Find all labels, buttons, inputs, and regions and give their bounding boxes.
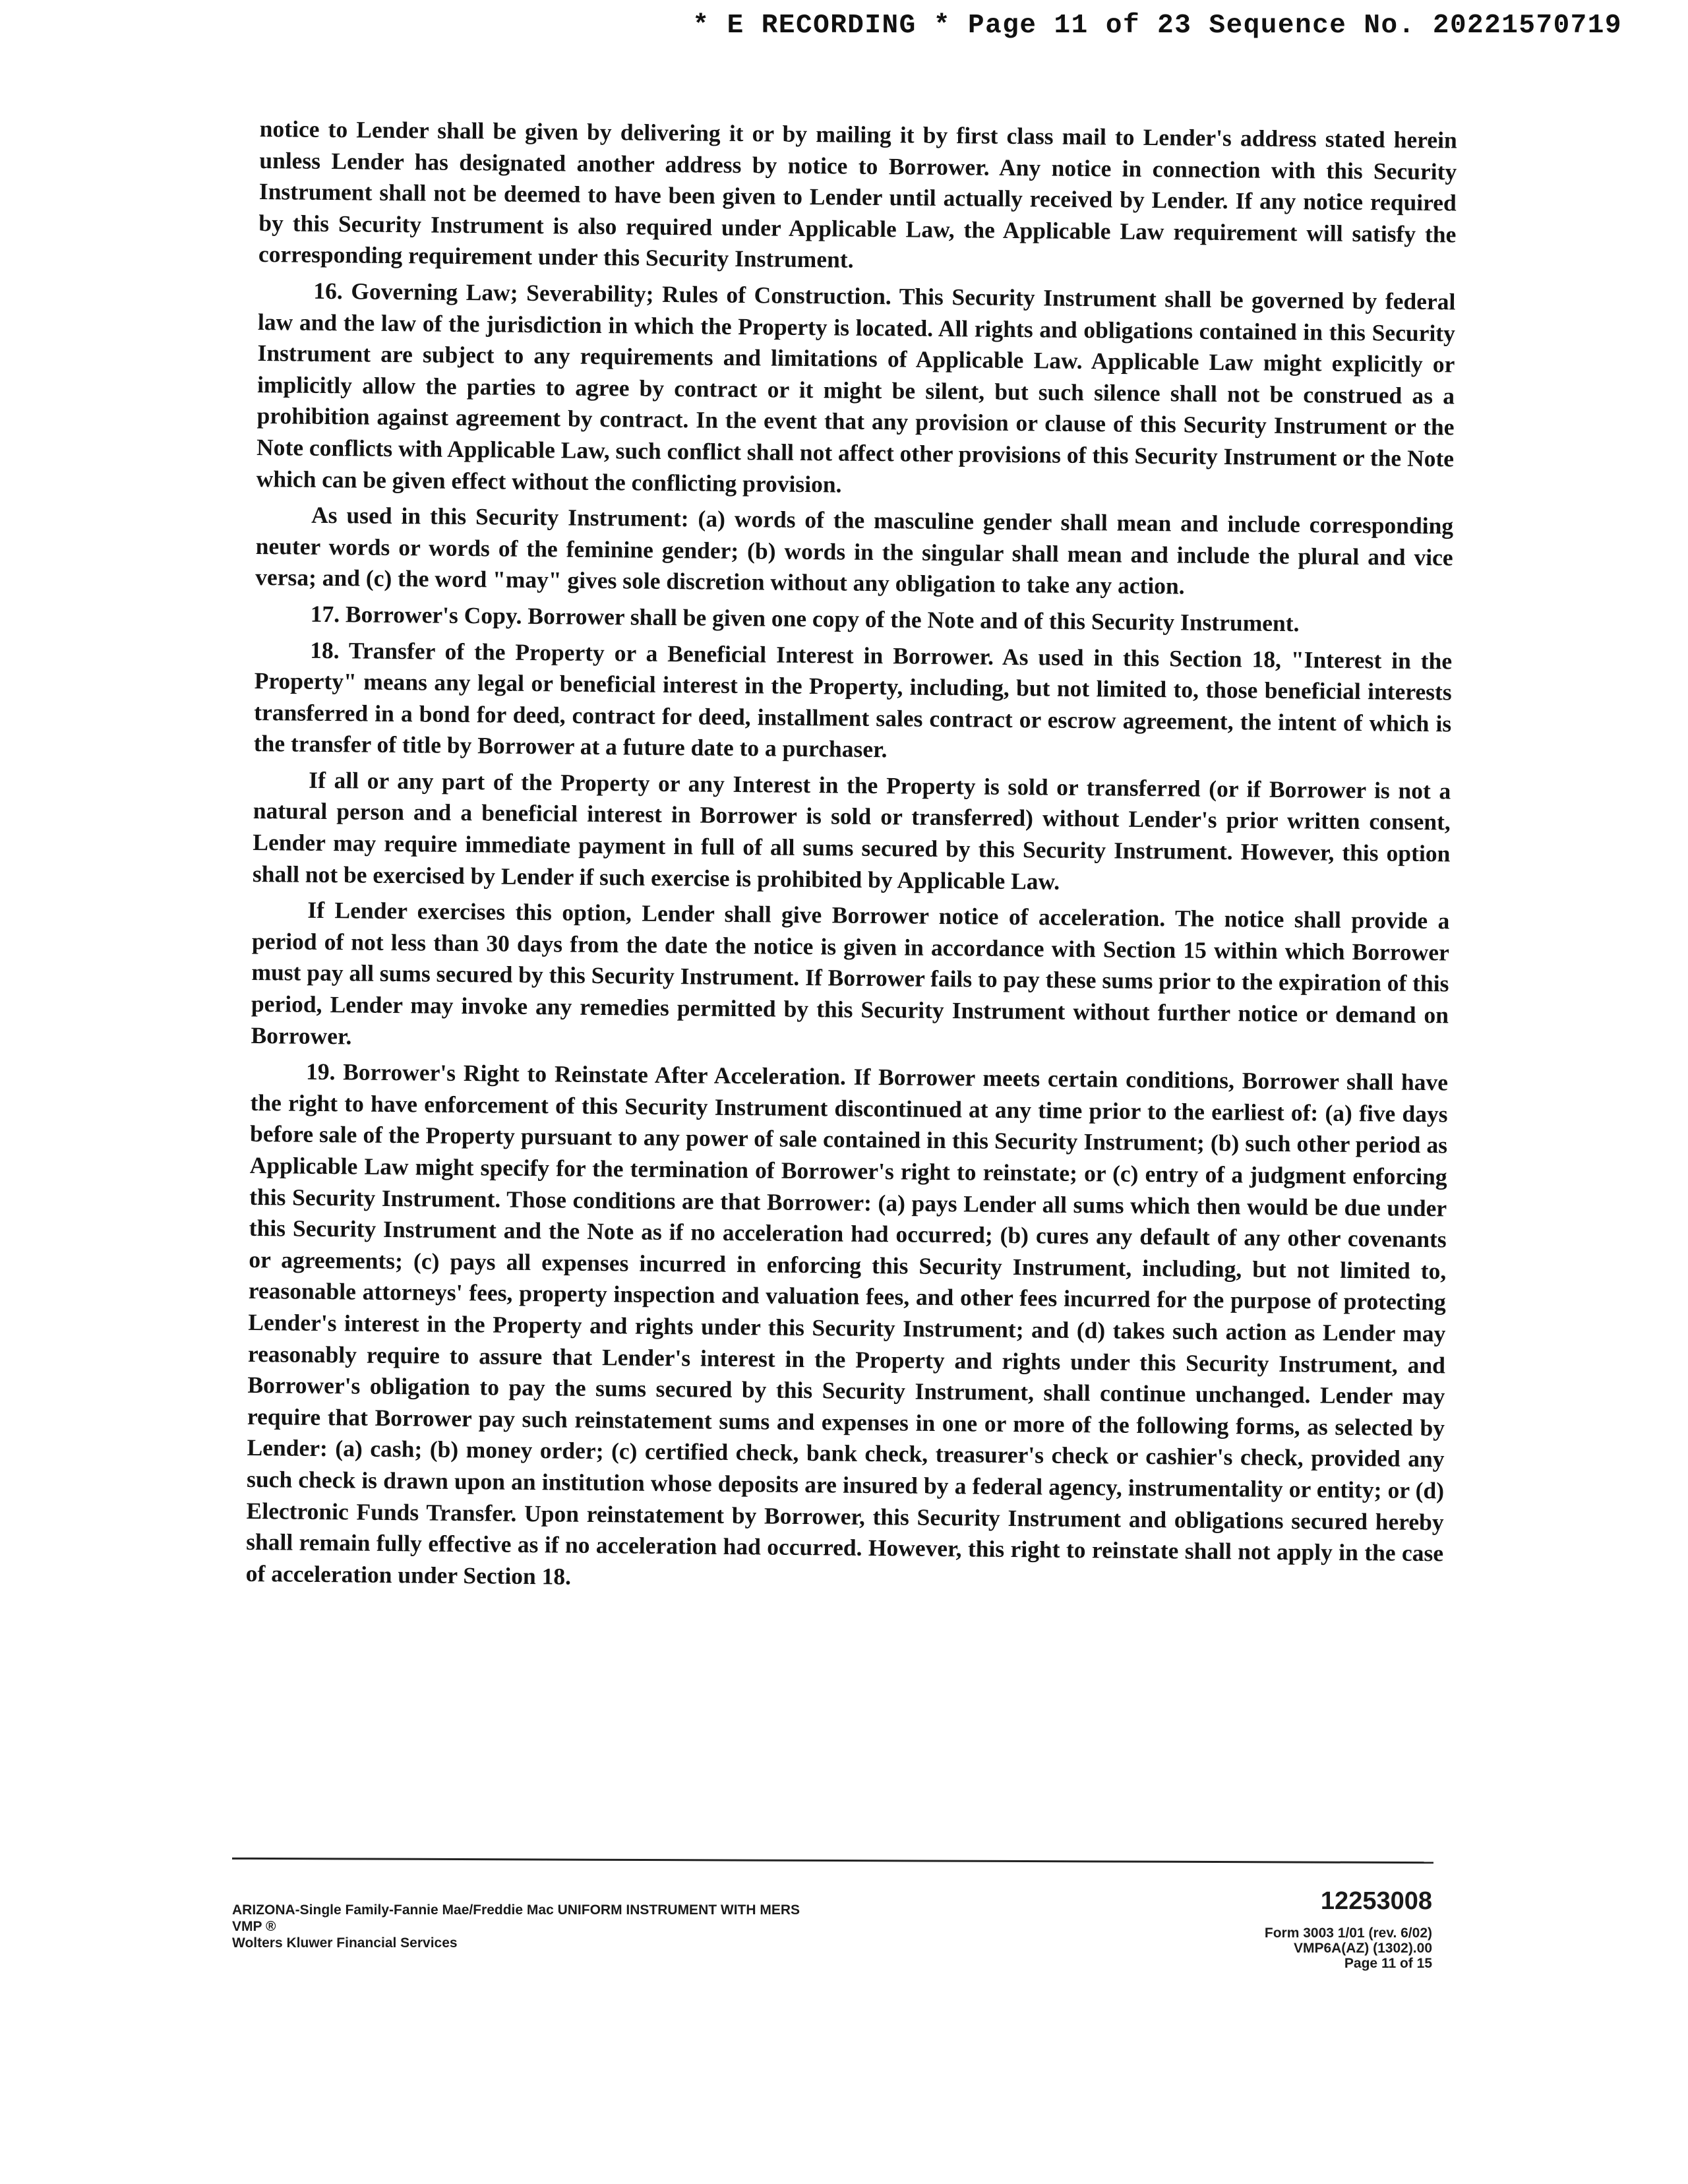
form-title: ARIZONA-Single Family-Fannie Mae/Freddie Mac UNIFORM INSTRUMENT WITH MERS [232,1902,800,1918]
paragraph-text: As used in this Section 18, "Interest in the Property" means any legal or beneficial interest in the Property, including, but not limited to, those beneficial interests transferred in a bond for deed, contract for deed, installment sales contract or escrow agreement, the intent of which is the transfer of title by Borrower at a future date to a purchaser. [253,643,1453,763]
section-19-reinstate [246,1056,1449,1600]
vmp-mark: VMP ® [232,1919,276,1934]
document-body [245,113,1457,1606]
paragraph-text: If Borrower meets certain conditions, Borrower shall have the right to have enforcement of this Security Instrument discontinued at any time prior to the earliest of: (a) five days before sale of the Property pursuant to any power of sale contained in this Security Instrument; (b) such other period as Applicable Law might specify for the termination of Borrower's right to reinstate; or (c) entry of a judgment enforcing this Security Instrument. Those conditions are that Borrower: (a) pays Lender all sums which then would be due under this Security Instrument and the Note as if no acceleration had occurred; (b) cures any default of any other covenants or agreements; (c) pays all expenses incurred in enforcing this Security Instrument, including, but not limited to, reasonable attorneys' fees, property inspection and valuation fees, and other fees incurred for the purpose of protecting Lender's interest in the Property and rights under this Security Instrument; and (d) takes such action as Lender may reasonably require to assure that Lender's interest in the Property and rights under this Security Instrument, and Borrower's obligation to pay the sums secured by this Security Instrument, shall continue unchanged. Lender may require that Borrower pay such reinstatement sums and expenses in one or more of the following forms, as selected by Lender: (a) cash; (b) money order; (c) certified check, bank check, treasurer's check or cashier's check, provided any such check is drawn upon an institution whose deposits are insured by a federal agency, instrumentality or entity; or (d) Electronic Funds Transfer. Upon reinstatement by Borrower, this Security Instrument and obligations secured hereby shall remain fully effective as if no acceleration had occurred. However, this right to reinstate shall not apply in the case of acceleration under Section 18. [245,1063,1449,1590]
section-18-transfer [254,634,1453,771]
section-heading: 17. Borrower's Copy. [310,600,522,629]
section-17-borrowers-copy [255,598,1452,641]
section-heading: 18. Transfer of the Property or a Beneficial Interest in Borrower. [310,636,994,670]
footer-form-number [1265,1886,1432,1971]
section-heading: 16. Governing Law; Severability; Rules of Construction. [313,277,891,310]
paragraph-acceleration-notice [251,894,1449,1062]
paragraph-transfer-consent [253,764,1451,901]
footer-form-info [232,1902,800,1951]
section-heading: 19. Borrower's Right to Reinstate After Acceleration. [305,1058,847,1090]
form-number: Form 3003 1/01 (rev. 6/02) [1264,1926,1432,1941]
publisher: Wolters Kluwer Financial Services [232,1935,458,1951]
paragraph-rules-of-construction [255,499,1453,605]
paragraph-text: This Security Instrument shall be governed by federal law and the law of the jurisdiction in which the Property is located. All rights and obligations contained in this Security Instrument are subject to any requirements and limitations of Applicable Law. Applicable Law might explicitly or implicitly allow the parties to agree by contract or it might be silent, but such silence shall not be construed as a prohibition against agreement by contract. In the event that any provision or clause of this Security Instrument or the Note conflicts with Applicable Law, such conflict shall not affect other provisions of this Security Instrument or the Note which can be given effect without the conflicting provision. [256,283,1456,498]
loan-number: 12253008 [1320,1887,1432,1915]
footer-divider [232,1858,1433,1864]
paragraph-text: If all or any part of the Property or any Interest in the Property is sold or transferred (or if Borrower is not a natural person and a beneficial interest in Borrower is sold or transferred) without Lender's prior written consent, Lender may require immediate payment in full of all sums secured by this Security Instrument. However, this option shall not be exercised by Lender if such exercise is prohibited by Applicable Law. [252,766,1451,895]
vmp-code: VMP6A(AZ) (1302).00 [1293,1941,1432,1956]
paragraph-text: notice to Lender shall be given by delivering it or by mailing it by first class mail to Lender's address stated herein unless Lender has designated another address by notice to Borrower. Any notice in connection with this Security Instrument shall not be deemed to have been given to Lender until actually received by Lender. If any notice required by this Security Instrument is also required under Applicable Law, the Applicable Law requirement will satisfy the corresponding requirement under this Security Instrument. [258,115,1457,274]
section-16-governing-law [256,275,1455,506]
paragraph-text: If Lender exercises this option, Lender shall give Borrower notice of acceleration. The notice shall provide a period of not less than 30 days from the date the notice is given in accordance with Section 15 within which Borrower must pay all sums secured by this Security Instrument. If Borrower fails to pay these sums prior to the expiration of this period, Lender may invoke any remedies permitted by this Security Instrument without further notice or demand on Borrower. [251,897,1450,1050]
paragraph-text: Borrower shall be given one copy of the Note and of this Security Instrument. [522,602,1300,637]
paragraph-notice-to-lender [258,113,1457,282]
page-label: Page 11 of 15 [1344,1956,1432,1971]
paragraph-text: As used in this Security Instrument: (a) words of the masculine gender shall mean and include corresponding neuter words or words of the feminine gender; (b) words in the singular shall mean and include the plural and vice versa; and (c) the word "may" gives sole discretion without any obligation to take any action. [255,501,1454,599]
recording-stamp: * E RECORDING * Page 11 of 23 Sequence No. 20221570719 [692,11,1622,41]
